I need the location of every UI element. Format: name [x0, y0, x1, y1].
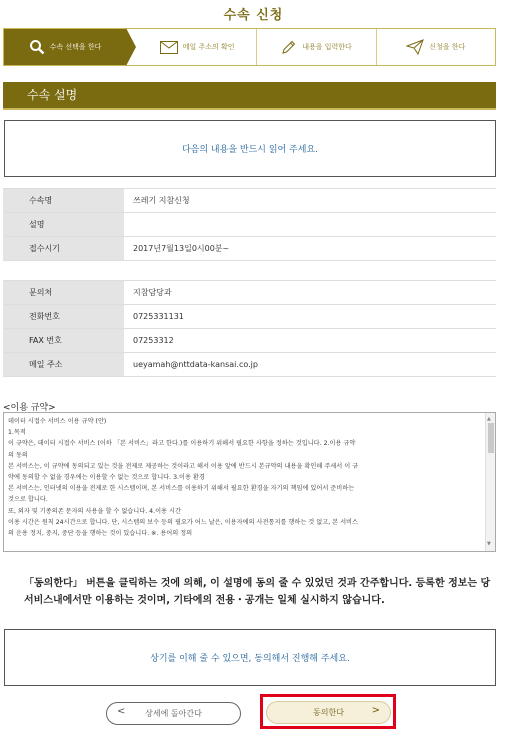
table-row	[3, 237, 496, 261]
chevron-left-icon: <	[117, 706, 126, 717]
fax-value: 07253312	[124, 329, 496, 353]
terms-line: 것으로 합니다.	[8, 496, 48, 504]
terms-line: 본 서비스는, 이 규약에 동의되고 있는 것을 전제로 제공하는 것이라고 해서 이용 앞에 반드시 본규약의 내용을 확인해 주세서 이 규	[8, 462, 359, 470]
terms-line: 의 운용 정지, 중지, 중단 등을 행하는 것이 있습니다. ※. 용어의 정의	[8, 530, 193, 538]
inquiry-label: 문의처	[3, 281, 124, 305]
table-row	[3, 281, 496, 305]
contact-info-table	[3, 280, 496, 377]
section-title: 수속 설명	[3, 82, 496, 110]
paper-plane-icon	[406, 39, 424, 55]
email-label: 메일 주소	[3, 353, 124, 377]
progress-steps	[3, 28, 496, 66]
agree-button[interactable]	[266, 701, 391, 724]
scroll-up-arrow-icon[interactable]: ▲	[487, 416, 491, 422]
email-value: ueyamah@nttdata-kansai.co.jp	[124, 353, 496, 377]
search-icon	[29, 39, 45, 55]
terms-line: 데이터 시접수 서비스 이용 규약 (안)	[8, 418, 107, 425]
step-confirm-email	[126, 29, 257, 65]
reception-period-label: 접수시기	[3, 237, 124, 261]
terms-textarea[interactable]	[3, 412, 496, 552]
step-enter-content	[257, 29, 376, 65]
proceed-notice-text: 상기를 이해 줄 수 있으면, 동의해서 진행해 주세요.	[150, 654, 350, 664]
step-label: 수속 선택을 한다	[49, 43, 102, 51]
step-label: 메일 주소의 확인	[182, 43, 235, 51]
table-row	[3, 353, 496, 377]
terms-line: 이 규약은, 데이터 시접수 서비스 (이하 「본 서비스」라고 한다.)를 이용하기 위해서 필요한 사항을 정하는 것입니다. 2.이용 규약	[8, 440, 356, 448]
terms-line: 또, 외자 및 기종의존 문자의 사용을 할 수 없습니다. 4.이용 시간	[8, 507, 181, 515]
procedure-name-value: 쓰레기 지참신청	[124, 189, 496, 213]
back-to-details-button[interactable]	[106, 702, 241, 725]
table-row	[3, 213, 496, 237]
description-label: 설명	[3, 213, 124, 237]
read-notice-box	[4, 120, 496, 177]
terms-title: <이용 규약>	[3, 403, 56, 413]
table-row	[3, 329, 496, 353]
pencil-icon	[281, 39, 297, 55]
procedure-info-table	[3, 188, 496, 261]
phone-value: 0725331131	[124, 305, 496, 329]
step-label: 내용을 입력한다	[302, 43, 352, 51]
terms-line: 1.목적	[8, 429, 26, 437]
step-submit	[377, 29, 495, 65]
terms-line: 약에 동의할 수 없을 경우에는 이용할 수 없는 것으로 합니다. 3.이용 환경	[8, 474, 205, 482]
agree-button-label: 동의한다	[313, 708, 344, 717]
scroll-thumb[interactable]	[488, 423, 494, 453]
phone-label: 전화번호	[3, 305, 124, 329]
terms-line: 의 동의	[8, 451, 28, 459]
terms-line: 본 서비스는, 인터넷의 이용을 전제로 한 시스템이며, 본 서비스를 이용하기 위해서 필요한 환경을 자기의 책임에 있어서 준비하는	[8, 485, 355, 493]
description-value	[124, 213, 496, 237]
procedure-name-label: 수속명	[3, 189, 124, 213]
step-select-procedure	[4, 29, 126, 65]
proceed-notice-box	[4, 629, 496, 686]
reception-period-value: 2017년7월13일0시00분~	[124, 237, 496, 261]
chevron-right-icon: >	[371, 705, 380, 716]
consent-statement: 「동의한다」 버튼을 클릭하는 것에 의해, 이 설명에 동의 줄 수 있었던 것과 간주합니다. 등록한 정보는 당 서비스내에서만 이용하는 것이며, 기타에의 전용・공개는 일체 실시하지 않습니다.	[24, 578, 491, 606]
table-row	[3, 189, 496, 213]
fax-label: FAX 번호	[3, 329, 124, 353]
scroll-down-arrow-icon[interactable]: ▼	[487, 540, 491, 547]
step-label: 신청을 한다	[429, 43, 466, 51]
table-row	[3, 305, 496, 329]
page-title: 수속 신청	[223, 8, 284, 23]
back-button-label: 상세에 돌아간다	[145, 709, 202, 718]
inquiry-value: 지참담당과	[124, 281, 496, 305]
terms-scrollbar[interactable]	[485, 413, 495, 551]
read-notice-text: 다음의 내용을 반드시 읽어 주세요.	[181, 145, 319, 155]
terms-line: 이용 시간은 원칙 24시간으로 합니다. 단, 시스템의 보수 등의 필요가 어느 날은, 이용자에의 사전통지를 행하는 것 없고, 본 서비스	[8, 518, 358, 526]
envelope-icon	[160, 41, 178, 54]
